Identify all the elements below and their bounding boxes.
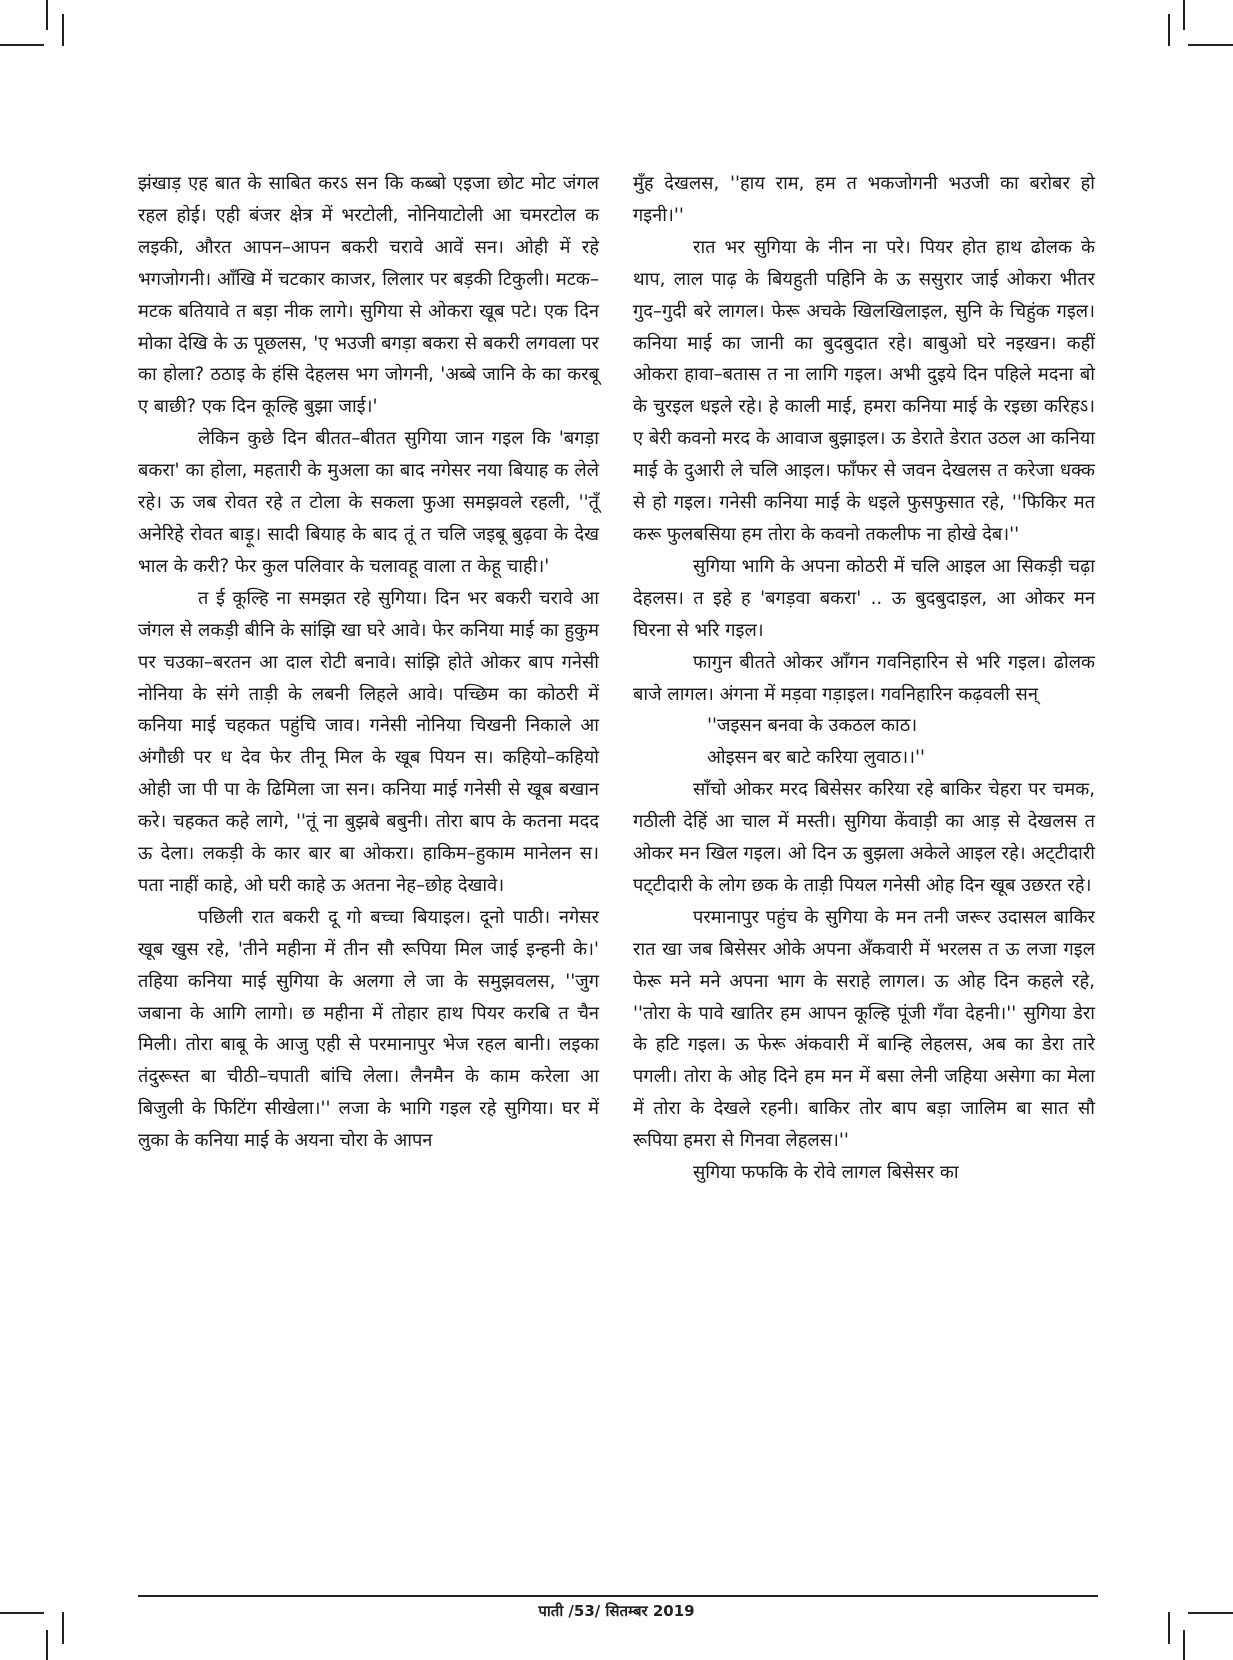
left-text-column [138,168,599,1157]
crop-mark [1183,0,1185,30]
crop-mark [46,0,48,30]
crop-mark [1168,14,1170,46]
paragraph: मुँह देखलस, ''हाय राम, हम त भकजोगनी भउजी का बरोबर हो गइनी।'' [633,173,1095,226]
crop-mark [62,14,64,46]
verse-line: ओइसन बर बाटे करिया लुवाठ।।'' [707,747,926,769]
paragraph: रात भर सुगिया के नीन ना परे। पियर होत हाथ ढोलक के थाप, लाल पाढ़ के बियहुती पहिनि के ऊ ससुरार जाई ओकरा भीतर गुद–गुदी बरे लागल। फेरू अचके खिलखिलाइल, सुनि के चिहुंक गइल। कनिया माई का जानी का बुदबुदात रहे। बाबुओ घरे नइखन। कहीं ओकरा हावा–बतास त ना लागि गइल। अभी दुइये दिन पहिले मदना बो के चुरइल धइले रहे। हे काली माई, हमरा कनिया माई के रइछा करिहऽ। ए बेरी कवनो मरद के आवाज बुझाइल। ऊ डेराते डेरात उठल आ कनिया माई के दुआरी ले चलि आइल। फाँफर से जवन देखलस त करेजा धक्क से हो गइल। गनेसी कनिया माई के धइले फुसफुसात रहे, ''फिकिर मत करू फुलबसिया हम तोरा के कवनो तकलीफ ना होखे देब।'' [633,236,1095,545]
paragraph: फागुन बीतते ओकर आँगन गवनिहारिन से भरि गइल। ढोलक बाजे लागल। अंगना में मड़वा गड़ाइल। गवनिहारिन कढ़वली सन् [633,651,1095,705]
crop-mark [0,44,44,46]
crop-mark [1183,1630,1185,1660]
paragraph: परमानापुर पहुंच के सुगिया के मन तनी जरूर उदासल बाकिर रात खा जब बिसेसर ओके अपना अँकवारी में भरलस त ऊ लजा गइल फेरू मने मने अपना भाग के सराहे लागल। ऊ ओह दिन कहले रहे, ''तोरा के पावे खातिर हम आपन कूल्हि पूंजी गँवा देहनी।'' सुगिया डेरा के हटि गइल। ऊ फेरू अंकवारी में बान्हि लेहलस, अब का डेरा तारे पगली। तोरा के ओह दिने हम मन में बसा लेनी जहिया असेगा का मेला में तोरा के देखले रहनी। बाकिर तोर बाप बड़ा जालिम बा सात सौ रूपिया हमरा से गिनवा लेहलस।'' [633,906,1095,1152]
paragraph: साँचो ओकर मरद बिसेसर करिया रहे बाकिर चेहरा पर चमक, गठीली देहिं आ चाल में मस्ती। सुगिया केंवाड़ी का आड़ से देखलस त ओकर मन खिल गइल। ओ दिन ऊ बुझला अकेले आइल रहे। अट्‌टीदारी पट्‌टीदारी के लोग छक के ताड़ी पियल गनेसी ओह दिन खूब उछरत रहे। [633,779,1095,896]
paragraph: सुगिया भागि के अपना कोठरी में चलि आइल आ सिकड़ी चढ़ा देहलस। त इहे ह 'बगड़वा बकरा' .. ऊ बुदबुदाइल, आ ओकर मन घिरना से भरि गइल। [633,555,1095,641]
verse-line: ''जइसन बनवा के उकठल काठ। [707,715,918,737]
paragraph: सुगिया फफकि के रोवे लागल बिसेसर का [693,1162,959,1184]
paragraph: झंखाड़ एह बात के साबित करऽ सन कि कब्बो एइजा छोट मोट जंगल रहल होई। एही बंजर क्षेत्र में भरटोली, नोनियाटोली आ चमरटोल क लइकी, औरत आपन–आपन बकरी चरावे आवें सन। ओही में रहे भगजोगनी। आँखि में चटकार काजर, लिलार पर बड़की टिकुली। मटक–मटक बतियावे त बड़ा नीक लागे। सुगिया से ओकरा खूब पटे। एक दिन मोका देखि के ऊ पूछलस, 'ए भउजी बगड़ा बकरा से बकरी लगवला पर का होला? ठठाइ के हंसि देहलस भग जोगनी, 'अब्बे जानि के का करबू ए बाछी? एक दिन कूल्हि बुझा जाई।' [138,173,599,418]
right-text-column [633,168,1095,1189]
crop-mark [1188,44,1233,46]
paragraph: लेकिन कुछे दिन बीतत–बीतत सुगिया जान गइल कि 'बगड़ा बकरा' का होला, महतारी के मुअला का बाद नगेसर नया बियाह क लेले रहे। ऊ जब रोवत रहे त टोला के सकला फुआ समझवले रहली, ''तूँ अनेरिहे रोवत बाड़ू। सादी बियाह के बाद तूं त चलि जइबू बुढ़वा के देख भाल के करी? फेर कुल पलिवार के चलावहू वाला त केहू चाही।' [138,428,599,577]
paragraph: त ई कूल्हि ना समझत रहे सुगिया। दिन भर बकरी चरावे आ जंगल से लकड़ी बीनि के सांझि खा घरे आवे। फेर कनिया माई का हुकुम पर चउका–बरतन आ दाल रोटी बनावे। सांझि होते ओकर बाप गनेसी नोनिया के संगे ताड़ी के लबनी लिहले आवे। पच्छिम का कोठरी में कनिया माई चहकत पहुंचि जाव। गनेसी नोनिया चिखनी निकाले आ अंगौछी पर ध देव फेर तीनू मिल के खूब पियन स। कहियो–कहियो ओही जा पी पा के ढिमिला जा सन। कनिया माई गनेसी से खूब बखान करे। चहकत कहे लागे, ''तूं ना बुझबे बबुनी। तोरा बाप के कतना मदद ऊ देला। लकड़ी के कार बार बा ओकरा। हाकिम–हुकाम मानेलन स। पता नाहीं काहे, ओ घरी काहे ऊ अतना नेह–छोह देखावे। [138,587,599,896]
page-footer: पाती /53/ सितम्बर 2019 [538,1602,695,1620]
crop-mark [46,1630,48,1660]
paragraph: पछिली रात बकरी दू गो बच्चा बियाइल। दूनो पाठी। नगेसर खूब खुस रहे, 'तीने महीना में तीन सौ रूपिया मिल जाई इन्हनी के।' तहिया कनिया माई सुगिया के अलगा ले जा के समुझवलस, ''जुग जबाना के आगि लागो। छ महीना में तोहार हाथ पियर करबि त चैन मिली। तोरा बाबू के आजु एही से परमानापुर भेज रहल बानी। लइका तंदुरूस्त बा चीठी–चपाती बांचि लेला। लैनमैन के काम करेला आ बिजुली के फिटिंग सीखेला।'' लजा के भागि गइल रहे सुगिया। घर में लुका के कनिया माई के अयना चोरा के आपन [138,906,599,1152]
footer-rule [138,1595,1098,1597]
